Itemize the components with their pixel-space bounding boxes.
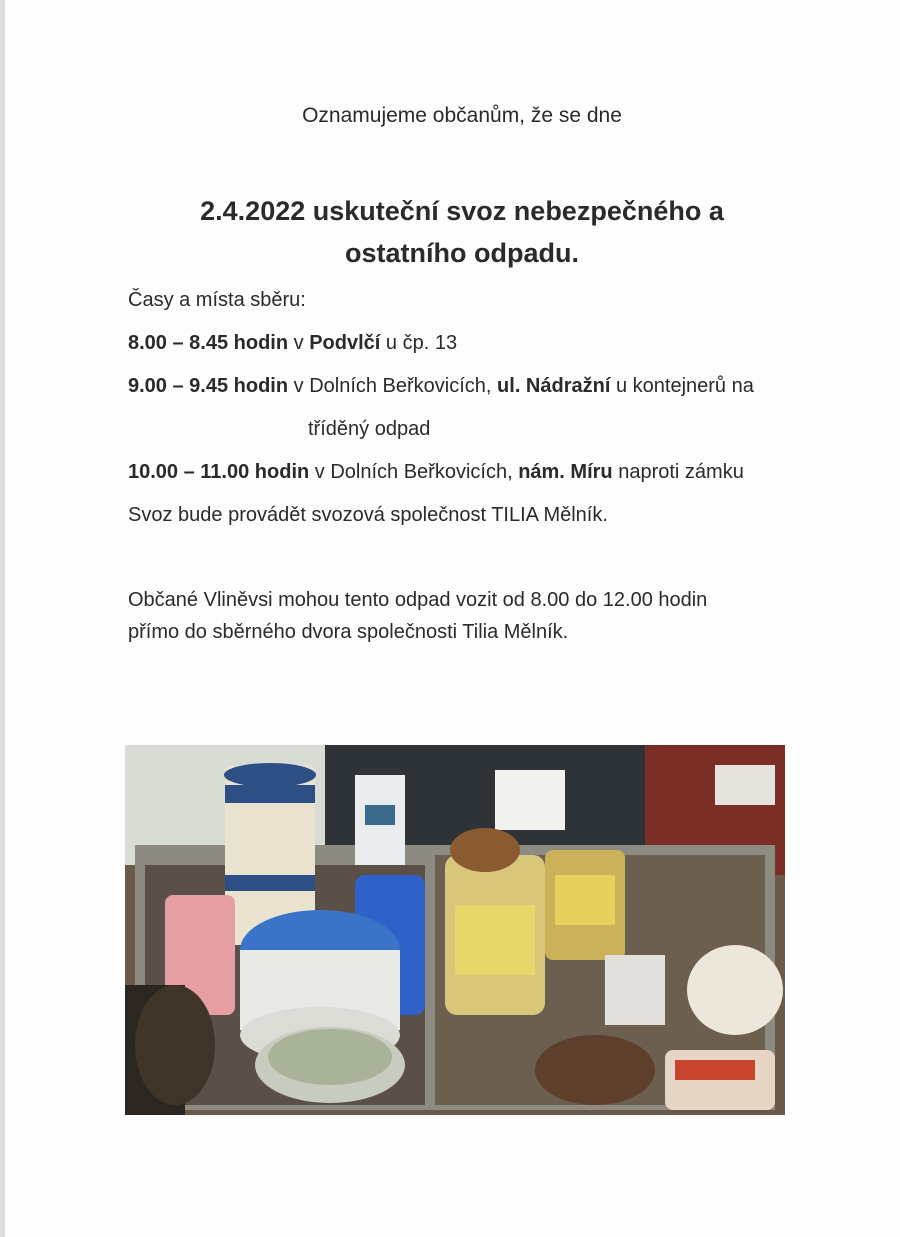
headline [0, 190, 900, 274]
schedule-time: 9.00 – 9.45 hodin [128, 375, 289, 397]
residents-line-2: přímo do sběrného dvora společnosti Tilia Mělník. [128, 621, 569, 643]
schedule-text: v [288, 332, 310, 354]
schedule-place: nám. Míru [518, 461, 613, 483]
schedule-text: u kontejnerů na [610, 375, 754, 397]
intro-text: Oznamujeme občanům, že se dne [302, 104, 622, 127]
hazardous-waste-photo [125, 745, 785, 1115]
headline-line-1: 2.4.2022 uskuteční svoz nebezpečného a [200, 196, 724, 226]
schedule-row-2-continuation: tříděný odpad [308, 418, 431, 440]
schedule-text: naproti zámku [612, 461, 744, 483]
residents-line-1: Občané Vliněvsi mohou tento odpad vozit od 8.00 do 12.00 hodin [128, 589, 708, 611]
schedule-time: 10.00 – 11.00 hodin [128, 461, 310, 483]
page-edge [0, 0, 5, 1237]
schedule-time: 8.00 – 8.45 hodin [128, 332, 289, 354]
schedule-place: ul. Nádražní [497, 375, 611, 397]
schedule-text: v Dolních Beřkovicích, [288, 375, 498, 397]
schedule-row-1 [128, 332, 457, 355]
company-line: Svoz bude provádět svozová společnost TILIA Mělník. [128, 504, 608, 526]
times-heading: Časy a místa sběru: [128, 289, 306, 311]
schedule-text: u čp. 13 [380, 332, 458, 354]
headline-line-2: ostatního odpadu. [345, 238, 579, 268]
schedule-row-3 [128, 461, 744, 484]
schedule-row-2 [128, 375, 754, 398]
schedule-place: Podvlčí [309, 332, 381, 354]
schedule-text: v Dolních Beřkovicích, [309, 461, 519, 483]
